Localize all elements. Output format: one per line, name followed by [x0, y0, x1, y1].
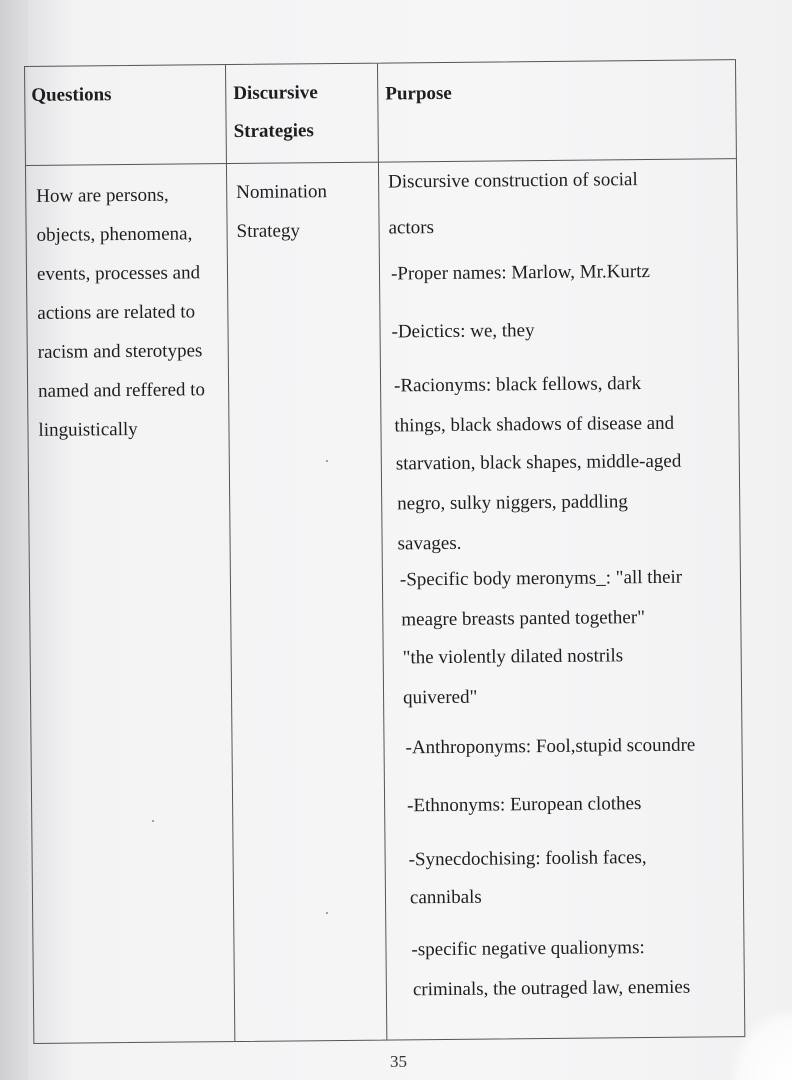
- purpose-line: starvation, black shapes, middle-aged: [395, 450, 682, 475]
- strategy-cell: Nomination Strategy: [236, 181, 328, 242]
- column-divider-1: [225, 65, 235, 1041]
- strategies-table: [24, 59, 745, 1044]
- header-questions: Questions: [31, 84, 112, 106]
- page-edge-shadow: [0, 0, 28, 1080]
- purpose-line: savages.: [397, 532, 462, 555]
- purpose-line: things, black shadows of disease and: [394, 412, 675, 437]
- purpose-line: -Anthroponyms: Fool,stupid scoundre: [405, 734, 696, 759]
- purpose-line: quivered": [402, 686, 478, 709]
- purpose-line: -Proper names: Marlow, Mr.Kurtz: [390, 261, 651, 285]
- speck: [326, 460, 328, 462]
- purpose-line: cannibals: [409, 886, 482, 909]
- purpose-line: Discursive construction of social: [388, 169, 638, 193]
- page-number: 35: [390, 1052, 407, 1071]
- purpose-line: -Specific body meronyms_: "all their: [399, 566, 683, 591]
- speck: [152, 820, 154, 822]
- purpose-line: -Ethnonyms: European clothes: [407, 793, 642, 817]
- purpose-line: "the violently dilated nostrils: [402, 645, 624, 669]
- speck: [326, 912, 328, 914]
- purpose-line: -Synecdochising: foolish faces,: [408, 847, 647, 871]
- purpose-line: -Deictics: we, they: [391, 320, 535, 343]
- header-divider: [26, 158, 736, 166]
- purpose-line: -specific negative qualionyms:: [411, 937, 645, 961]
- purpose-line: -Racionyms: black fellows, dark: [393, 373, 642, 397]
- purpose-line: negro, sulky niggers, paddling: [397, 491, 628, 515]
- question-cell: How are persons, objects, phenomena, events, processes and actions are related to racism and sterotypes named and reffered to linguistically: [36, 184, 206, 441]
- header-discursive-strategies: Discursive Strategies: [233, 82, 318, 142]
- purpose-line: criminals, the outraged law, enemies: [412, 976, 691, 1001]
- purpose-line: actors: [388, 217, 435, 239]
- header-purpose: Purpose: [385, 82, 452, 105]
- purpose-line: meagre breasts panted together": [401, 607, 646, 631]
- column-divider-2: [377, 64, 387, 1040]
